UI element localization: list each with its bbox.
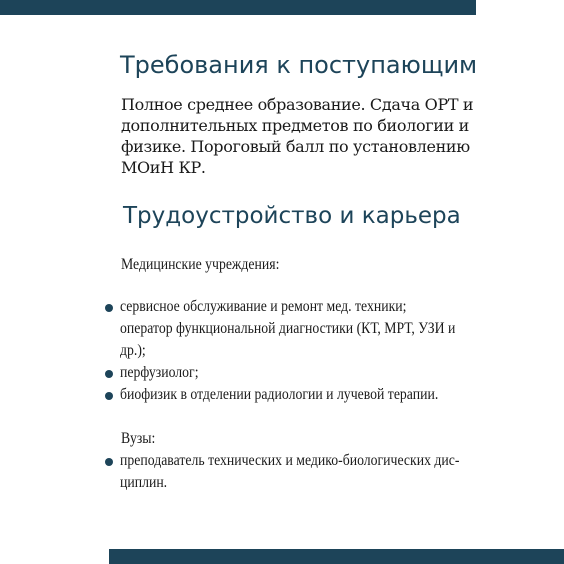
bullet-icon xyxy=(105,392,113,400)
requirements-heading: Требования к поступающим xyxy=(120,51,478,79)
requirements-text xyxy=(121,94,481,178)
universities-label: Вузы: xyxy=(121,430,156,447)
bullet-icon xyxy=(105,304,113,312)
list-item-line: биофизик в отделении радиологии и лучевой терапии. xyxy=(120,386,439,403)
list-item-line: др.); xyxy=(120,342,146,359)
top-accent-bar xyxy=(0,0,476,15)
career-heading: Трудоустройство и карьера xyxy=(123,203,461,229)
requirements-line: МОиН КР. xyxy=(121,158,206,177)
requirements-line: дополнительных предметов по биологии и xyxy=(121,116,469,135)
medical-institutions-label: Медицинские учреждения: xyxy=(121,256,280,273)
list-item-line: циплин. xyxy=(120,474,168,491)
bullet-icon xyxy=(105,458,113,466)
list-item-line: оператор функциональной диагностики (КТ, МРТ, УЗИ и xyxy=(120,320,456,337)
bottom-accent-bar xyxy=(109,549,564,564)
requirements-line: Полное среднее образование. Сдача ОРТ и xyxy=(121,95,474,114)
list-item-line: сервисное обслуживание и ремонт мед. техники; xyxy=(120,298,407,315)
list-item-line: перфузиолог; xyxy=(120,364,199,381)
list-item-line: преподаватель технических и медико-биологических дис- xyxy=(120,452,460,469)
requirements-line: физике. Пороговый балл по установлению xyxy=(121,137,470,156)
bullet-icon xyxy=(105,370,113,378)
